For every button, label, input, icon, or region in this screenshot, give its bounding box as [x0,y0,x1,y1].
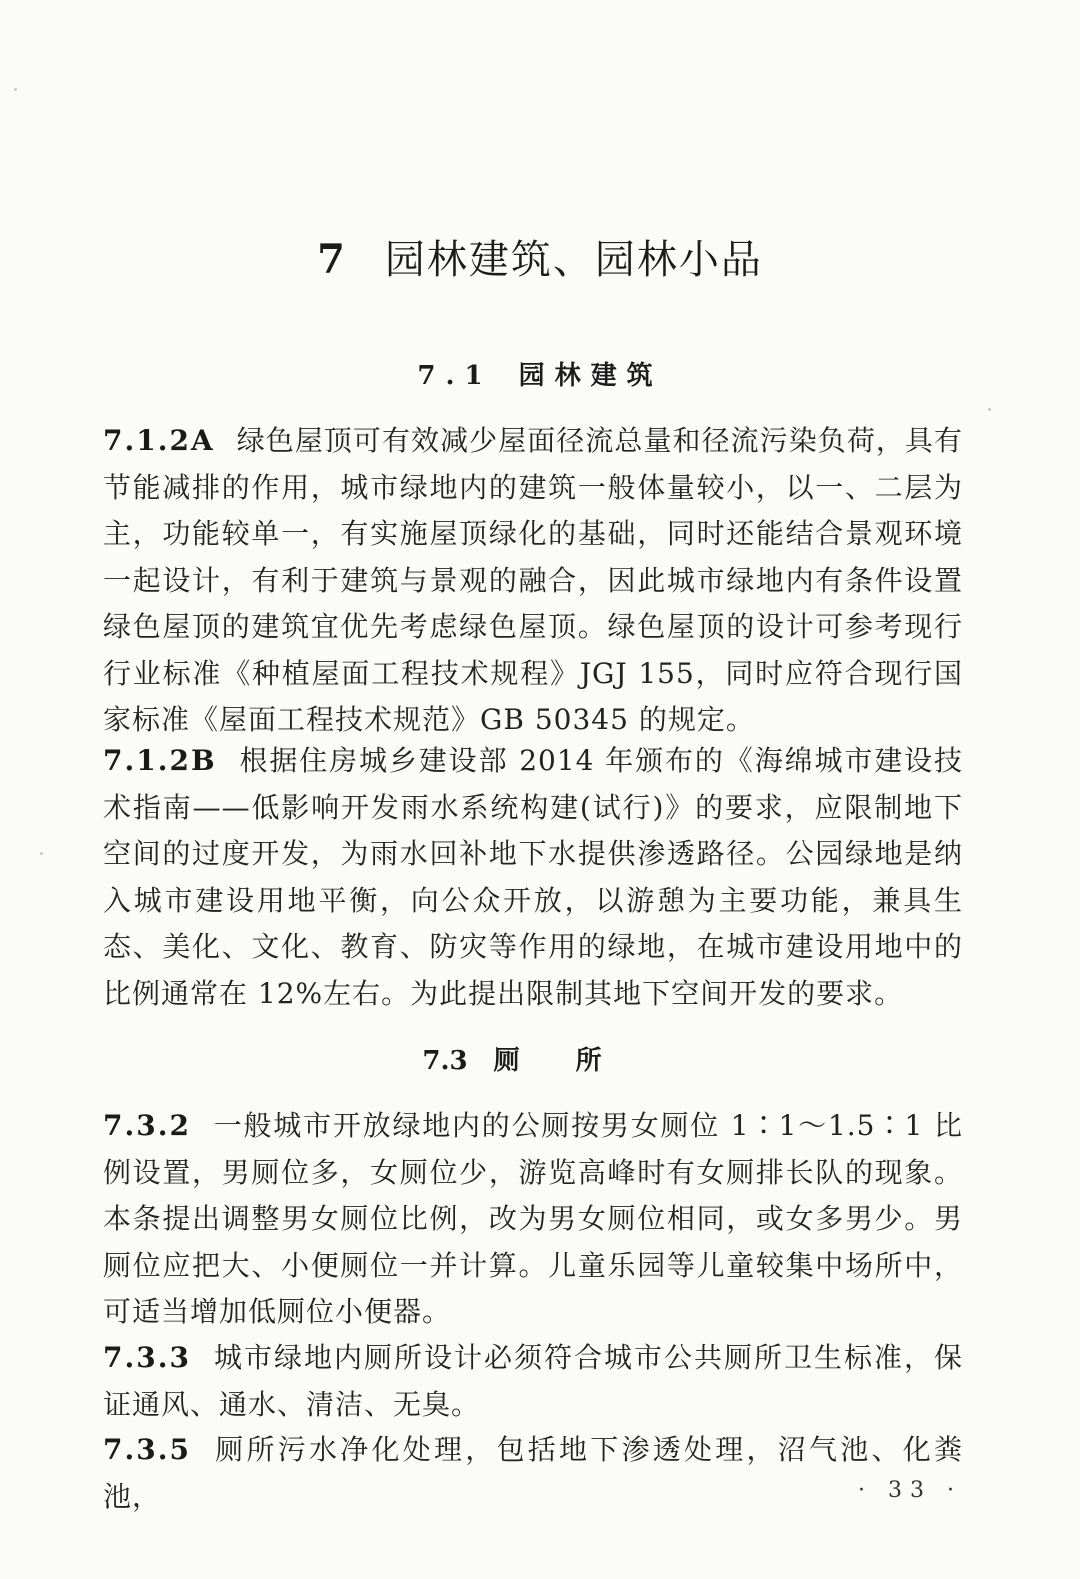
clause-7-1-2a [103,418,963,744]
section-number: 7.3 [422,1046,468,1076]
scan-speck [988,408,991,411]
clause-number: 7.1.2A [103,424,215,457]
clause-number: 7.3.2 [103,1109,191,1142]
scan-speck [14,88,17,91]
clause-number: 7.3.3 [103,1341,191,1374]
chapter-number: 7 [317,236,347,283]
scan-speck [40,852,43,855]
clause-7-3-5 [103,1427,963,1520]
clause-text: 绿色屋顶可有效减少屋面径流总量和径流污染负荷，具有节能减排的作用，城市绿地内的建筑一般体量较小，以一、二层为主，功能较单一，有实施屋顶绿化的基础，同时还能结合景观环境一起设计，有利于建筑与景观的融合，因此城市绿地内有条件设置绿色屋顶的建筑宜优先考虑绿色屋顶。绿色屋顶的设计可参考现行行业标准《种植屋面工程技术规程》JGJ 155，同时应符合现行国家标准《屋面工程技术规范》GB 50345 的规定。 [103,424,963,736]
section-title: 厕所 [493,1046,658,1076]
section-heading-7-3 [0,1040,1080,1077]
clause-text: 一般城市开放绿地内的公厕按男女厕位 1∶1～1.5∶1 比例设置，男厕位多，女厕位少，游览高峰时有女厕排长队的现象。本条提出调整男女厕位比例，改为男女厕位相同，或女多男少。男厕位应把大、小便厕位一并计算。儿童乐园等儿童较集中场所中，可适当增加低厕位小便器。 [103,1109,963,1328]
clause-7-3-3 [103,1335,963,1428]
section-title: 园林建筑 [518,361,663,391]
clause-number: 7.3.5 [103,1433,191,1466]
clause-7-1-2b [103,738,963,1017]
chapter-title-text: 园林建筑、园林小品 [384,237,763,283]
clause-text: 城市绿地内厕所设计必须符合城市公共厕所卫生标准，保证通风、通水、清洁、无臭。 [103,1341,963,1421]
chapter-title [0,228,1080,285]
clause-7-3-2 [103,1103,963,1336]
section-number: 7.1 [417,361,493,391]
clause-number: 7.1.2B [103,744,217,777]
clause-text: 厕所污水净化处理，包括地下渗透处理，沼气池、化粪池， [103,1433,963,1513]
clause-text: 根据住房城乡建设部 2014 年颁布的《海绵城市建设技术指南——低影响开发雨水系统构建(试行)》的要求，应限制地下空间的过度开发，为雨水回补地下水提供渗透路径。公园绿地是纳入城市建设用地平衡，向公众开放，以游憩为主要功能，兼具生态、美化、文化、教育、防灾等作用的绿地，在城市建设用地中的比例通常在 12%左右。为此提出限制其地下空间开发的要求。 [103,744,963,1010]
section-heading-7-1 [0,355,1080,392]
page-number: · 33 · [858,1478,962,1503]
